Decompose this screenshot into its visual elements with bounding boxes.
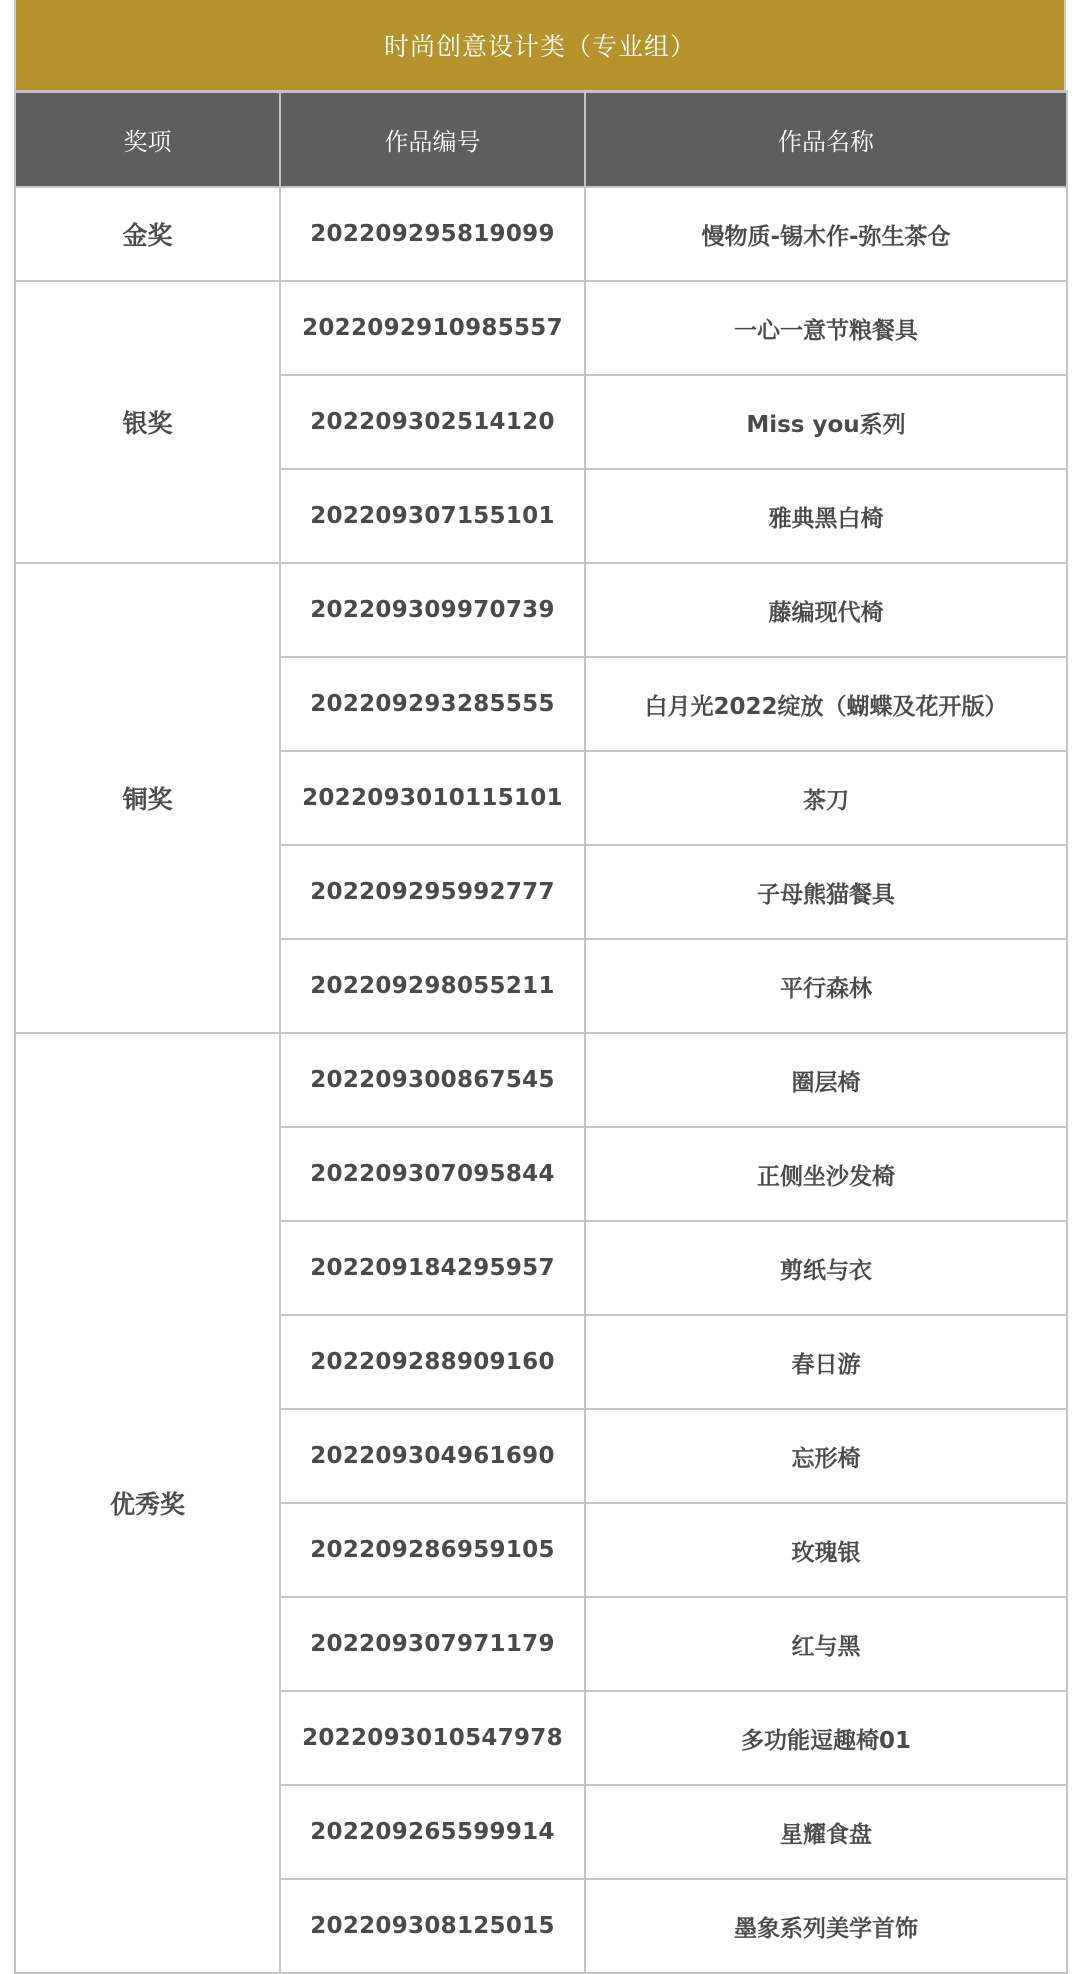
header-code: 作品编号 [280, 92, 585, 188]
work-name-cell: 圈层椅 [585, 1033, 1067, 1127]
table-row [15, 187, 1067, 281]
work-name-cell: 子母熊猫餐具 [585, 845, 1067, 939]
work-code-cell: 2022092910985557 [280, 281, 585, 375]
award-cell: 铜奖 [15, 563, 280, 1033]
header-name: 作品名称 [585, 92, 1067, 188]
work-name-cell: 剪纸与衣 [585, 1221, 1067, 1315]
work-name-cell: 红与黑 [585, 1597, 1067, 1691]
table-row [15, 1033, 1067, 1127]
award-cell: 银奖 [15, 281, 280, 563]
work-name-cell: 平行森林 [585, 939, 1067, 1033]
work-name-cell: 藤编现代椅 [585, 563, 1067, 657]
work-name-cell: 白月光2022绽放（蝴蝶及花开版） [585, 657, 1067, 751]
work-name-cell: 一心一意节粮餐具 [585, 281, 1067, 375]
table-row [15, 281, 1067, 375]
work-code-cell: 202209265599914 [280, 1785, 585, 1879]
awards-table-container [14, 0, 1066, 1974]
work-name-cell: 春日游 [585, 1315, 1067, 1409]
work-code-cell: 202209286959105 [280, 1503, 585, 1597]
award-cell: 金奖 [15, 187, 280, 281]
table-title: 时尚创意设计类（专业组） [14, 0, 1066, 90]
work-code-cell: 202209293285555 [280, 657, 585, 751]
work-name-cell: 玫瑰银 [585, 1503, 1067, 1597]
work-code-cell: 202209308125015 [280, 1879, 585, 1973]
table-row [15, 563, 1067, 657]
work-code-cell: 202209184295957 [280, 1221, 585, 1315]
work-name-cell: Miss you系列 [585, 375, 1067, 469]
work-code-cell: 202209302514120 [280, 375, 585, 469]
work-name-cell: 慢物质-锡木作-弥生茶仓 [585, 187, 1067, 281]
work-name-cell: 正侧坐沙发椅 [585, 1127, 1067, 1221]
work-code-cell: 202209288909160 [280, 1315, 585, 1409]
work-name-cell: 忘形椅 [585, 1409, 1067, 1503]
work-code-cell: 202209295992777 [280, 845, 585, 939]
work-name-cell: 茶刀 [585, 751, 1067, 845]
work-name-cell: 雅典黑白椅 [585, 469, 1067, 563]
work-code-cell: 202209309970739 [280, 563, 585, 657]
header-row [15, 92, 1067, 188]
awards-table [14, 90, 1068, 1974]
award-cell: 优秀奖 [15, 1033, 280, 1973]
work-name-cell: 墨象系列美学首饰 [585, 1879, 1067, 1973]
work-code-cell: 202209298055211 [280, 939, 585, 1033]
work-code-cell: 2022093010115101 [280, 751, 585, 845]
work-code-cell: 202209304961690 [280, 1409, 585, 1503]
work-name-cell: 多功能逗趣椅01 [585, 1691, 1067, 1785]
table-body [15, 187, 1067, 1973]
work-name-cell: 星耀食盘 [585, 1785, 1067, 1879]
work-code-cell: 202209307155101 [280, 469, 585, 563]
work-code-cell: 202209300867545 [280, 1033, 585, 1127]
work-code-cell: 202209307971179 [280, 1597, 585, 1691]
work-code-cell: 2022093010547978 [280, 1691, 585, 1785]
header-award: 奖项 [15, 92, 280, 188]
work-code-cell: 202209307095844 [280, 1127, 585, 1221]
work-code-cell: 202209295819099 [280, 187, 585, 281]
